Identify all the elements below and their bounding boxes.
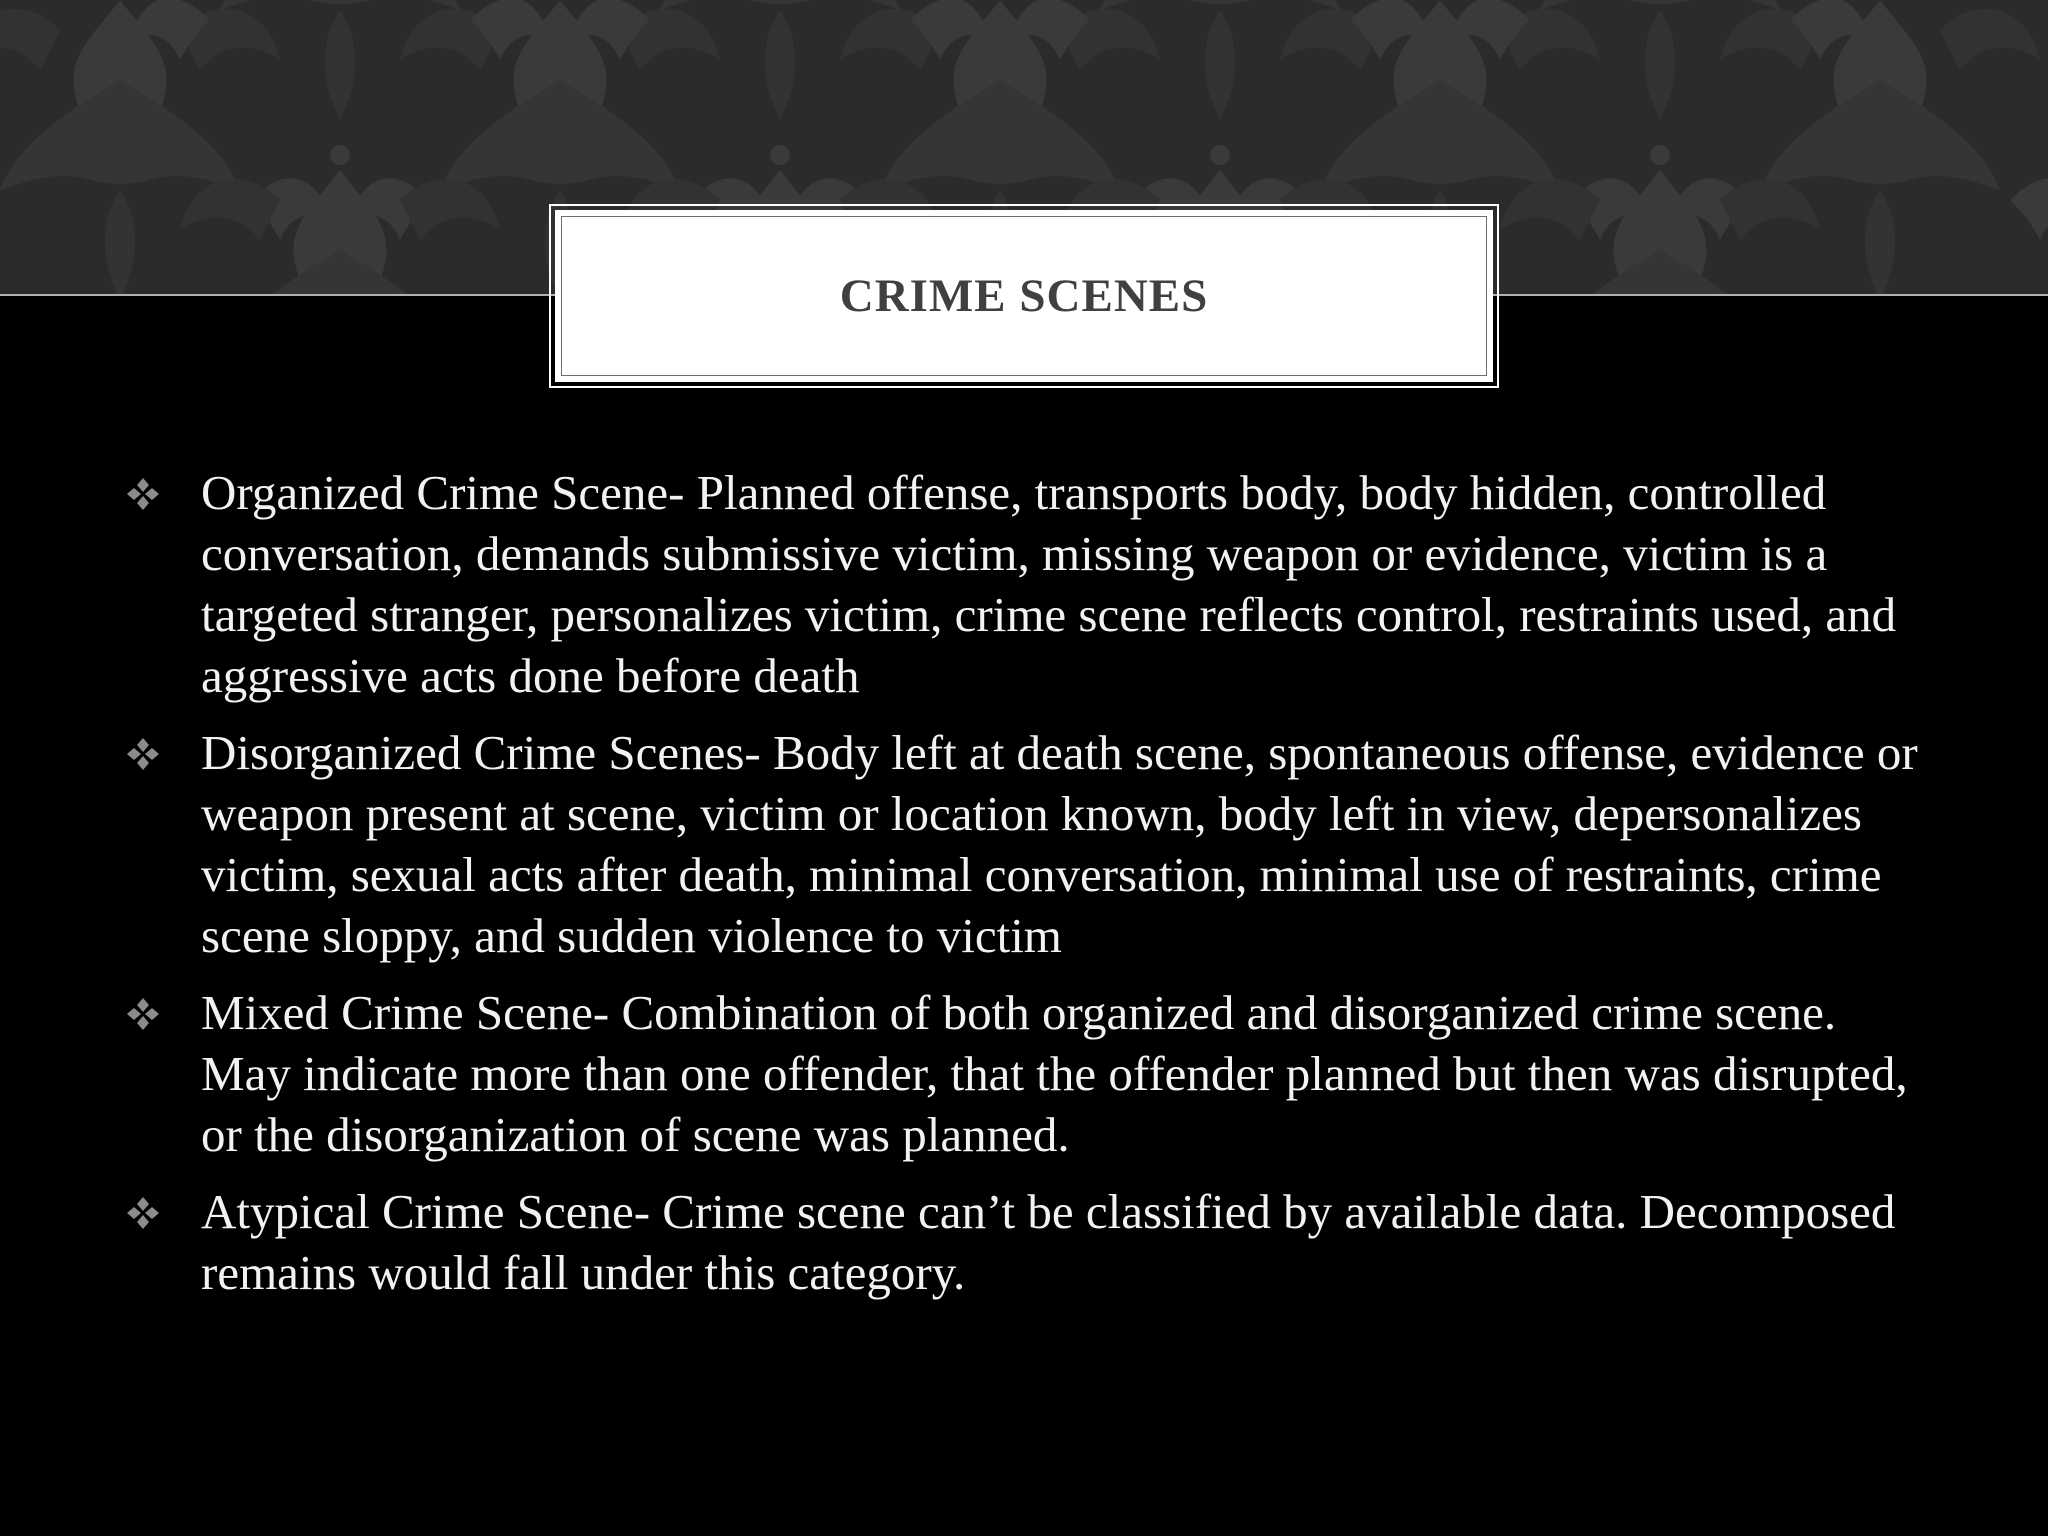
bullet-item-disorganized (125, 722, 1925, 966)
title-box (555, 210, 1493, 382)
four-diamond-bullet-icon (125, 736, 161, 772)
four-diamond-bullet-icon (125, 1195, 161, 1231)
bullet-text: Disorganized Crime Scenes- Body left at death scene, spontaneous offense, evidence or weapon present at scene, victim or location known, body left in view, depersonalizes victim, sexual acts after death, minimal conversation, minimal use of restraints, crime scene sloppy, and sudden violence to victim (201, 725, 1918, 963)
four-diamond-bullet-icon (125, 996, 161, 1032)
bullet-item-mixed (125, 982, 1925, 1165)
four-diamond-bullet-icon (125, 476, 161, 512)
bullet-item-atypical (125, 1181, 1925, 1303)
bullet-text: Mixed Crime Scene- Combination of both organized and disorganized crime scene. May indicate more than one offender, that the offender planned but then was disrupted, or the disorganization of scene was planned. (201, 985, 1908, 1162)
slide-title: CRIME SCENES (839, 270, 1209, 322)
bullet-item-organized (125, 462, 1925, 706)
bullet-list (125, 462, 1925, 1319)
bullet-text: Atypical Crime Scene- Crime scene can’t be classified by available data. Decomposed remains would fall under this category. (201, 1184, 1896, 1300)
bullet-text: Organized Crime Scene- Planned offense, transports body, body hidden, controlled conversation, demands submissive victim, missing weapon or evidence, victim is a targeted stranger, personalizes victim, crime scene reflects control, restraints used, and aggressive acts done before death (201, 465, 1897, 703)
